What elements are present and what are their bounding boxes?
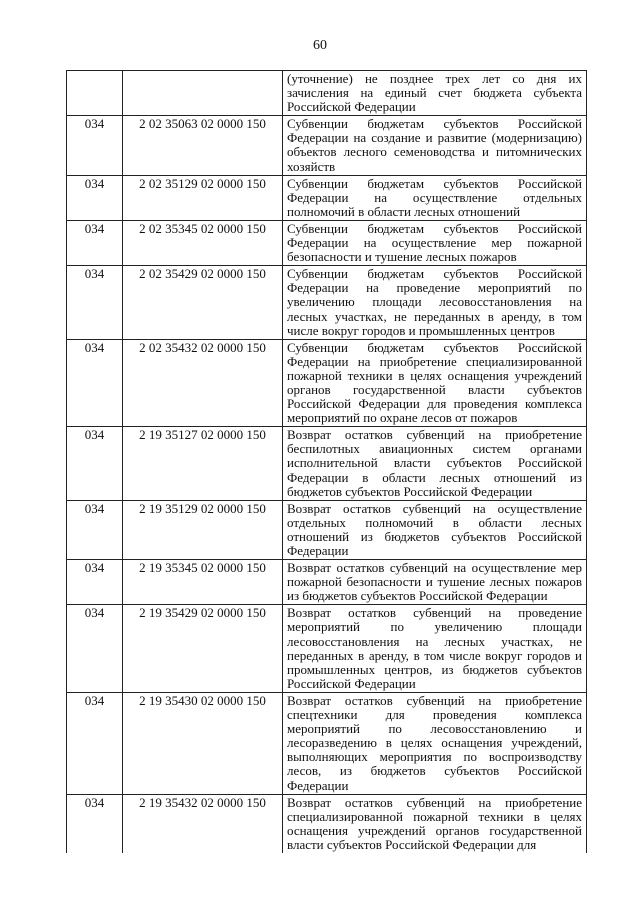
revenue-code-cell: 2 19 35129 02 0000 150 — [123, 500, 283, 559]
admin-code-cell: 034 — [67, 794, 123, 853]
admin-code-cell: 034 — [67, 175, 123, 220]
revenue-code-cell: 2 19 35127 02 0000 150 — [123, 427, 283, 500]
revenue-code-cell: 2 02 35432 02 0000 150 — [123, 339, 283, 427]
revenue-name-cell: Возврат остатков субвенций на приобретение спецтехники для проведения комплекса мероприятий по лесовосстановлению и лесоразведению в целях оснащения учреждений, выполняющих мероприятия по воспроизводству лесов, из бюджетов субъектов Российской Федерации — [283, 692, 587, 794]
admin-code-cell: 034 — [67, 560, 123, 605]
table-row — [67, 71, 587, 116]
table-row — [67, 427, 587, 500]
revenue-name-cell: Возврат остатков субвенций на осуществление мер пожарной безопасности и тушение лесных пожаров из бюджетов субъектов Российской Федерации — [283, 560, 587, 605]
admin-code-cell: 034 — [67, 339, 123, 427]
table-row — [67, 500, 587, 559]
admin-code-cell: 034 — [67, 266, 123, 339]
table-row — [67, 339, 587, 427]
table-row — [67, 175, 587, 220]
revenue-name-cell: Субвенции бюджетам субъектов Российской Федерации на проведение мероприятий по увеличению площади лесовосстановления на лесных участках, не переданных в аренду, в том числе вокруг городов и промышленных центров — [283, 266, 587, 339]
revenue-name-cell: Возврат остатков субвенций на проведение мероприятий по увеличению площади лесовосстановления на лесных участках, не переданных в аренду, в том числе вокруг городов и промышленных центров, из бюджетов субъектов Российской Федерации — [283, 605, 587, 693]
revenue-name-cell: (уточнение) не позднее трех лет со дня их зачисления на единый счет бюджета субъекта Российской Федерации — [283, 71, 587, 116]
table-row — [67, 560, 587, 605]
revenue-name-cell: Возврат остатков субвенций на приобретение специализированной пожарной техники в целях оснащения учреждений органов государственной власти субъектов Российской Федерации для — [283, 794, 587, 853]
table-row — [67, 220, 587, 265]
admin-code-cell: 034 — [67, 605, 123, 693]
revenue-name-cell: Возврат остатков субвенций на приобретение беспилотных авиационных систем органами исполнительной власти субъектов Российской Федерации в области лесных отношений из бюджетов субъектов Российской Федерации — [283, 427, 587, 500]
revenue-code-cell: 2 19 35345 02 0000 150 — [123, 560, 283, 605]
admin-code-cell: 034 — [67, 500, 123, 559]
table-row — [67, 605, 587, 693]
table-row — [67, 116, 587, 175]
revenue-name-cell: Субвенции бюджетам субъектов Российской Федерации на приобретение специализированной пожарной техники в целях оснащения учреждений органов государственной власти субъектов Российской Федерации для проведения комплекса мероприятий по охране лесов от пожаров — [283, 339, 587, 427]
revenue-name-cell: Субвенции бюджетам субъектов Российской Федерации на осуществление отдельных полномочий в области лесных отношений — [283, 175, 587, 220]
revenue-name-cell: Субвенции бюджетам субъектов Российской Федерации на создание и развитие (модернизацию) объектов лесного семеноводства и питомнических хозяйств — [283, 116, 587, 175]
admin-code-cell: 034 — [67, 692, 123, 794]
revenue-code-cell: 2 02 35345 02 0000 150 — [123, 220, 283, 265]
admin-code-cell: 034 — [67, 427, 123, 500]
revenue-name-cell: Возврат остатков субвенций на осуществление отдельных полномочий в области лесных отношений из бюджетов субъектов Российской Федерации — [283, 500, 587, 559]
revenue-code-cell: 2 19 35430 02 0000 150 — [123, 692, 283, 794]
revenue-code-cell: 2 19 35429 02 0000 150 — [123, 605, 283, 693]
table-row — [67, 266, 587, 339]
table-row — [67, 692, 587, 794]
admin-code-cell: 034 — [67, 116, 123, 175]
admin-code-cell: 034 — [67, 220, 123, 265]
revenue-code-cell — [123, 71, 283, 116]
revenue-code-cell: 2 02 35129 02 0000 150 — [123, 175, 283, 220]
budget-classification-table — [66, 70, 587, 853]
page-number: 60 — [313, 38, 327, 53]
revenue-code-cell: 2 19 35432 02 0000 150 — [123, 794, 283, 853]
table-row — [67, 794, 587, 853]
revenue-code-cell: 2 02 35063 02 0000 150 — [123, 116, 283, 175]
admin-code-cell — [67, 71, 123, 116]
revenue-code-cell: 2 02 35429 02 0000 150 — [123, 266, 283, 339]
revenue-name-cell: Субвенции бюджетам субъектов Российской Федерации на осуществление мер пожарной безопасности и тушение лесных пожаров — [283, 220, 587, 265]
